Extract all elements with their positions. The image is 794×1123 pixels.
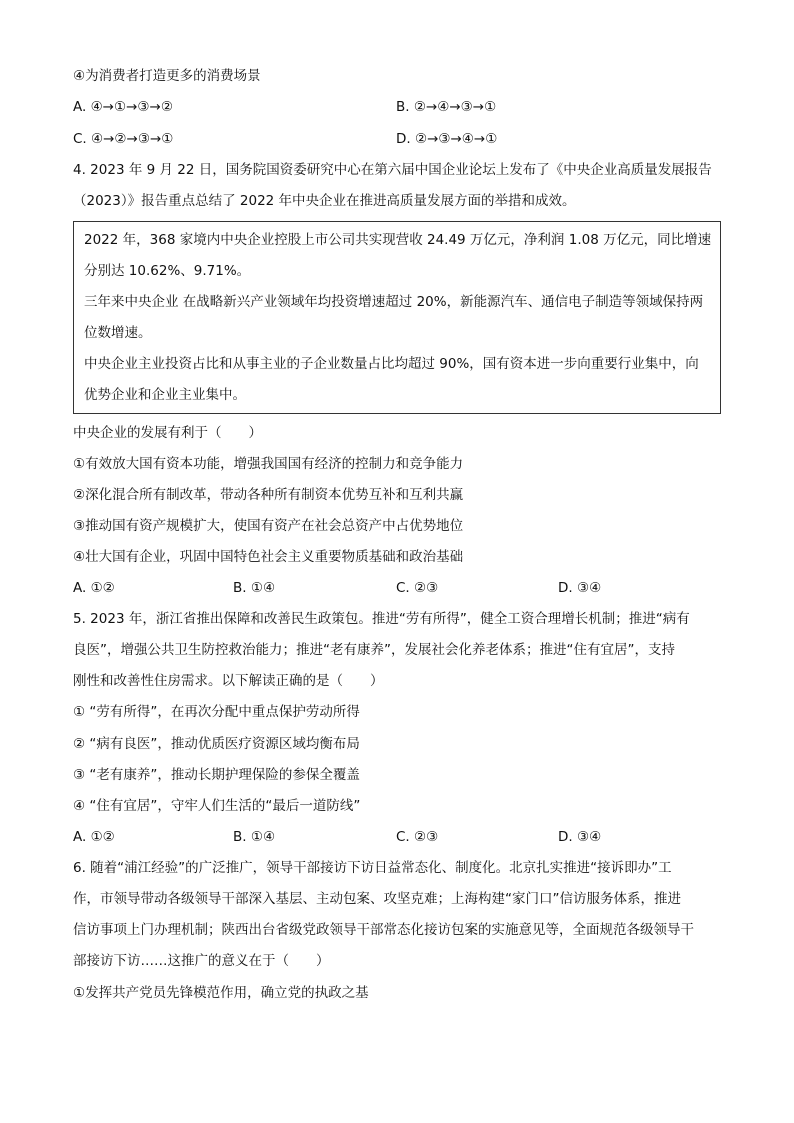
q5-option-d: D. ③④	[558, 829, 602, 845]
q5-option-a: A. ①②	[73, 829, 115, 845]
q4-material-line: 位数增速。	[84, 325, 152, 341]
q5-option-b: B. ①④	[233, 829, 276, 845]
q5-item-4: ④ “住有宜居”，守牢人们生活的“最后一道防线”	[73, 798, 361, 814]
q3-item-4: ④为消费者打造更多的消费场景	[73, 68, 261, 84]
q4-item-3: ③推动国有资产规模扩大，使国有资产在社会总资产中占优势地位	[73, 518, 464, 534]
q4-stem-line-1: 4. 2023 年 9 月 22 日，国务院国资委研究中心在第六届中国企业论坛上发布了《中央企业高质量发展报告	[73, 162, 712, 178]
q4-question: 中央企业的发展有利于（ ）	[73, 425, 262, 441]
q6-item-1: ①发挥共产党员先锋模范作用，确立党的执政之基	[73, 985, 369, 1001]
q4-option-b: B. ①④	[233, 580, 276, 596]
q5-stem-line-1: 5. 2023 年，浙江省推出保障和改善民生政策包。推进“劳有所得”，健全工资合理增长机制；推进“病有	[73, 611, 690, 627]
q6-stem-line-4: 部接访下访……这推广的意义在于（ ）	[73, 953, 330, 969]
q4-material-line: 2022 年，368 家境内中央企业控股上市公司共实现营收 24.49 万亿元，净利润 1.08 万亿元，同比增速	[84, 232, 712, 248]
q6-stem-line-1: 6. 随着“浦江经验”的广泛推广，领导干部接访下访日益常态化、制度化。北京扎实推进“接诉即办”工	[73, 860, 672, 876]
q3-option-a: A. ④→①→③→②	[73, 99, 173, 115]
q6-stem-line-3: 信访事项上门办理机制；陕西出台省级党政领导干部常态化接访包案的实施意见等，全面规范各级领导干	[73, 922, 694, 938]
q3-option-b: B. ②→④→③→①	[396, 99, 497, 115]
q4-material-line: 优势企业和企业主业集中。	[84, 387, 246, 403]
q4-stem-line-2: （2023）》报告重点总结了 2022 年中央企业在推进高质量发展方面的举措和成效。	[73, 193, 576, 209]
q3-option-c: C. ④→②→③→①	[73, 131, 174, 147]
q5-option-c: C. ②③	[396, 829, 439, 845]
q5-item-1: ① “劳有所得”，在再次分配中重点保护劳动所得	[73, 704, 360, 720]
q5-item-3: ③ “老有康养”，推动长期护理保险的参保全覆盖	[73, 767, 360, 783]
q4-option-d: D. ③④	[558, 580, 602, 596]
q4-material-line: 中央企业主业投资占比和从事主业的子企业数量占比均超过 90%，国有资本进一步向重要行业集中，向	[84, 356, 699, 372]
q5-stem-line-2: 良医”，增强公共卫生防控救治能力；推进“老有康养”，发展社会化养老体系；推进“住有宜居”，支持	[73, 642, 675, 658]
q4-material-line: 分别达 10.62%、9.71%。	[84, 263, 251, 279]
q4-item-1: ①有效放大国有资本功能，增强我国国有经济的控制力和竞争能力	[73, 456, 464, 472]
q4-option-a: A. ①②	[73, 580, 115, 596]
q5-item-2: ② “病有良医”，推动优质医疗资源区域均衡布局	[73, 736, 360, 752]
q4-material-line: 三年来中央企业 在战略新兴产业领域年均投资增速超过 20%，新能源汽车、通信电子制造等领域保持两	[84, 294, 704, 310]
q4-option-c: C. ②③	[396, 580, 439, 596]
q4-item-2: ②深化混合所有制改革，带动各种所有制资本优势互补和互利共赢	[73, 487, 464, 503]
q3-option-d: D. ②→③→④→①	[396, 131, 498, 147]
q6-stem-line-2: 作，市领导带动各级领导干部深入基层、主动包案、攻坚克难；上海构建“家门口”信访服务体系，推进	[73, 891, 681, 907]
q5-stem-line-3: 刚性和改善性住房需求。以下解读正确的是（ ）	[73, 673, 384, 689]
q4-item-4: ④壮大国有企业，巩固中国特色社会主义重要物质基础和政治基础	[73, 549, 464, 565]
q4-material-box	[73, 221, 721, 414]
